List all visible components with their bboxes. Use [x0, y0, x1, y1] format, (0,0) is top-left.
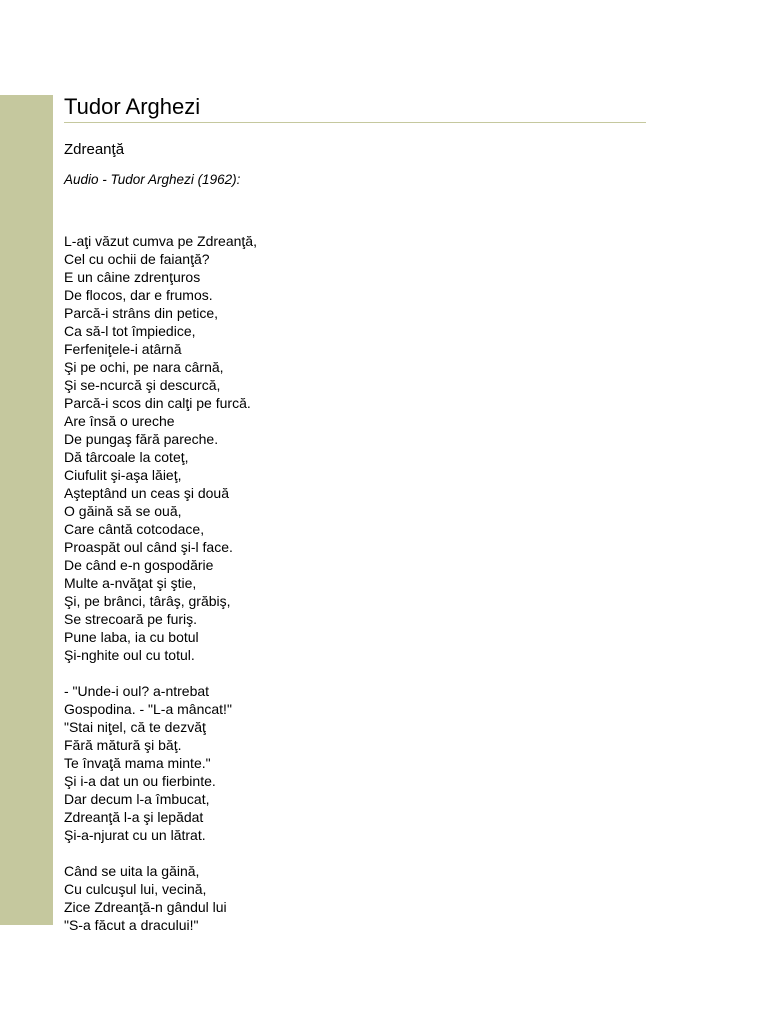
poem-line: De pungaş fără pareche.: [64, 431, 219, 447]
poem-line: O găină să se ouă,: [64, 503, 182, 519]
poem-line: Când se uita la găină,: [64, 863, 200, 879]
poem-line: Şi-nghite oul cu totul.: [64, 647, 195, 663]
poem-line: - "Unde-i oul? a-ntrebat: [64, 683, 210, 699]
poem-line: Te învaţă mama minte.": [64, 755, 211, 771]
poem-line: Cel cu ochii de faianţă?: [64, 251, 210, 267]
poem-line: "Stai niţel, că te dezvăţ: [64, 719, 206, 735]
poem-line: Ciufulit şi-aşa lăieţ,: [64, 467, 182, 483]
poem-line: L-aţi văzut cumva pe Zdreanţă,: [64, 233, 257, 249]
poem-line: De când e-n gospodărie: [64, 557, 214, 573]
poem-line: Care cântă cotcodace,: [64, 521, 205, 537]
poem-line: Zice Zdreanţă-n gândul lui: [64, 899, 227, 915]
poem-line: Pune laba, ia cu botul: [64, 629, 199, 645]
poem-line: E un câine zdrenţuros: [64, 269, 201, 285]
audio-note: Audio - Tudor Arghezi (1962):: [64, 172, 241, 187]
poem-stanza: [64, 682, 646, 844]
poem-line: "S-a făcut a dracului!": [64, 917, 199, 933]
poem-stanza: [64, 862, 646, 934]
poem-line: Ca să-l tot împiedice,: [64, 323, 196, 339]
poem-line: De flocos, dar e frumos.: [64, 287, 213, 303]
poem-line: Are însă o ureche: [64, 413, 175, 429]
poem-line: Dar decum l-a îmbucat,: [64, 791, 210, 807]
poem-title: Zdreanţă: [64, 141, 125, 158]
poem-line: Zdreanţă l-a şi lepădat: [64, 809, 204, 825]
poem-line: Se strecoară pe furiş.: [64, 611, 198, 627]
poem-line: Parcă-i strâns din petice,: [64, 305, 219, 321]
poem-line: Multe a-nvăţat şi ştie,: [64, 575, 197, 591]
poem-line: Şi i-a dat un ou fierbinte.: [64, 773, 216, 789]
document-content: [64, 92, 646, 952]
poem-line: Cu culcuşul lui, vecină,: [64, 881, 207, 897]
poem-line: Dă târcoale la coteţ,: [64, 449, 189, 465]
poem-line: Gospodina. - "L-a mâncat!": [64, 701, 232, 717]
poem-line: Şi-a-njurat cu un lătrat.: [64, 827, 206, 843]
poem-line: Şi se-ncurcă şi descurcă,: [64, 377, 221, 393]
left-accent-bar: [0, 95, 53, 925]
author-heading: Tudor Arghezi: [64, 92, 646, 123]
poem-line: Proaspăt oul când şi-l face.: [64, 539, 233, 555]
poem-line: Şi pe ochi, pe nara cârnă,: [64, 359, 224, 375]
poem-line: Ferfeniţele-i atârnă: [64, 341, 182, 357]
poem-line: Parcă-i scos din calţi pe furcă.: [64, 395, 251, 411]
poem-line: Fără mătură şi băţ.: [64, 737, 182, 753]
poem-line: Aşteptând un ceas şi două: [64, 485, 230, 501]
poem-line: Şi, pe brânci, târâş, grăbiş,: [64, 593, 231, 609]
poem-stanza: [64, 232, 646, 664]
poem-body: [64, 232, 646, 934]
